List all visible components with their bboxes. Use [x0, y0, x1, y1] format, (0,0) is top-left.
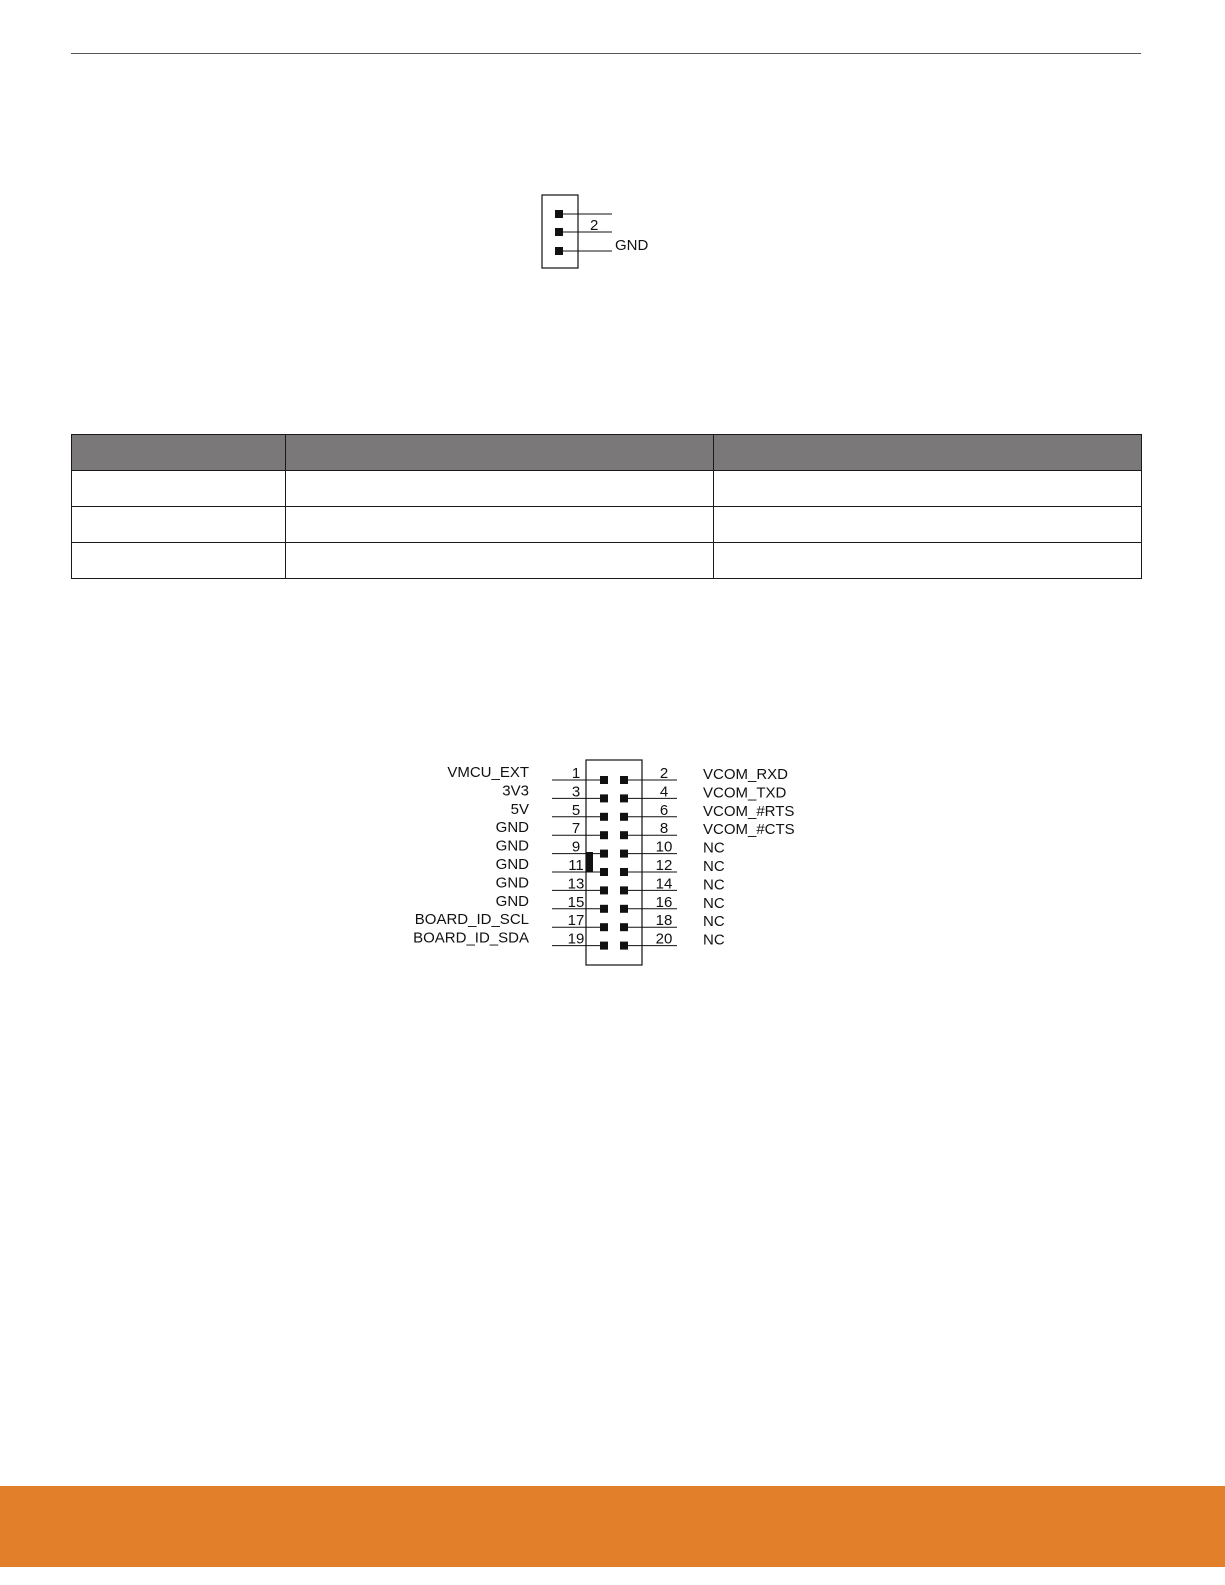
signal-label-even: NC — [703, 858, 725, 875]
pin-square — [620, 923, 628, 931]
header-connector-diagram — [390, 750, 820, 980]
signal-label-even: NC — [703, 913, 725, 931]
table-header-cell — [72, 435, 286, 471]
pin-square — [620, 850, 628, 858]
pin-number-even: 4 — [659, 783, 669, 801]
pin-number-odd: 13 — [567, 875, 585, 893]
table-cell — [286, 471, 714, 507]
signal-label-odd: VMCU_EXT — [447, 764, 529, 781]
table-cell — [286, 543, 714, 579]
pin-square — [600, 886, 608, 894]
signal-label-odd: GND — [495, 856, 529, 873]
pin-number-even: 14 — [655, 875, 673, 893]
table-cell — [72, 543, 286, 579]
pin-square — [620, 905, 628, 913]
pin-square — [600, 923, 608, 931]
top-rule — [71, 53, 1141, 54]
table-cell — [714, 471, 1142, 507]
table-cell — [72, 471, 286, 507]
footer-band — [0, 1486, 1225, 1567]
pin-square — [620, 942, 628, 950]
pin-square — [600, 776, 608, 784]
signal-label-odd: 3V3 — [502, 782, 529, 800]
pin-number-odd: 5 — [571, 801, 581, 819]
signal-label-even: VCOM_RXD — [703, 766, 789, 783]
pin-square — [620, 794, 628, 802]
pin-square — [620, 886, 628, 894]
pin-table — [71, 434, 1142, 579]
pin-number-odd: 11 — [568, 857, 584, 874]
table-header-cell — [714, 435, 1142, 471]
pin-square — [600, 850, 608, 858]
table-row — [72, 471, 1142, 507]
small-connector-diagram — [530, 185, 690, 280]
signal-label-odd: GND — [495, 892, 529, 910]
pin-number-even: 20 — [655, 930, 673, 948]
signal-label-odd: BOARD_ID_SDA — [413, 929, 529, 947]
pin-number-odd: 7 — [571, 820, 581, 838]
table-cell — [714, 507, 1142, 543]
table-header-cell — [286, 435, 714, 471]
signal-label-odd: GND — [495, 837, 529, 855]
table-cell — [286, 507, 714, 543]
pin-number-even: 12 — [655, 857, 673, 874]
pin-number-even: 8 — [659, 820, 669, 838]
signal-label-odd: GND — [495, 819, 529, 837]
signal-label-even: VCOM_TXD — [703, 784, 787, 802]
header-body — [586, 760, 642, 965]
pin-number-odd: 3 — [571, 783, 581, 801]
pin-number-odd: 17 — [567, 912, 585, 930]
pin-number-even: 16 — [655, 893, 673, 911]
signal-label-odd: BOARD_ID_SCL — [414, 911, 529, 929]
pin-square — [600, 831, 608, 839]
table-header-row — [72, 435, 1142, 471]
pin-square — [600, 813, 608, 821]
table-row — [72, 543, 1142, 579]
pin-square — [620, 776, 628, 784]
pin-number-even: 10 — [655, 838, 673, 856]
pin-number-even: 2 — [659, 765, 669, 782]
signal-label-even: NC — [703, 839, 725, 857]
pin-number-odd: 15 — [567, 893, 585, 911]
pin-number-odd: 1 — [571, 765, 581, 782]
pin-square — [620, 831, 628, 839]
signal-label-odd: 5V — [510, 800, 529, 818]
table-row — [72, 507, 1142, 543]
pin-number-even: 6 — [659, 801, 669, 819]
pin-square — [600, 905, 608, 913]
signal-label-even: NC — [703, 931, 725, 949]
pin-number-label: 2 — [590, 217, 599, 234]
signal-label-even: NC — [703, 876, 725, 894]
pin-square — [600, 794, 608, 802]
table-cell — [714, 543, 1142, 579]
pin-square — [600, 868, 608, 876]
signal-label-even: NC — [703, 894, 725, 912]
polarization-key — [586, 852, 593, 872]
signal-label-even: VCOM_#CTS — [703, 821, 795, 839]
gnd-label: GND — [615, 237, 649, 254]
pin-square — [600, 942, 608, 950]
pin-square — [620, 868, 628, 876]
pin-square — [620, 813, 628, 821]
pin-number-odd: 19 — [567, 930, 585, 948]
table-cell — [72, 507, 286, 543]
pin-number-even: 18 — [655, 912, 673, 930]
pin-number-odd: 9 — [571, 838, 581, 856]
signal-label-odd: GND — [495, 874, 529, 892]
signal-label-even: VCOM_#RTS — [703, 802, 795, 820]
